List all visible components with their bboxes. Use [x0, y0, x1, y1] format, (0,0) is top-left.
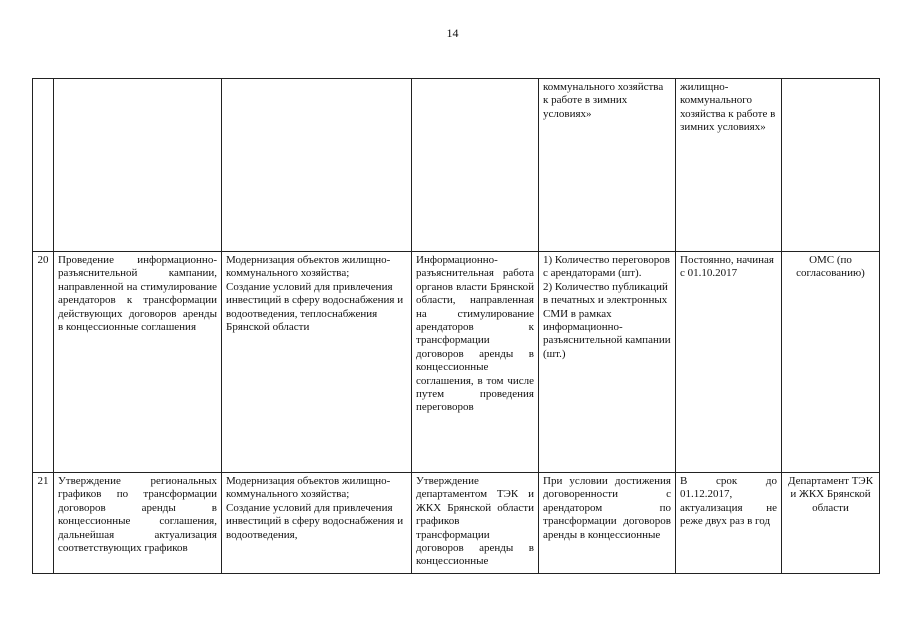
cell-result-cont: коммунального хозяйства к работе в зимних условиях»	[539, 79, 676, 252]
cell-result-20	[539, 252, 676, 473]
cell-num-cont	[33, 79, 54, 252]
cell-measure-21: Утверждение региональных графиков по трансформации договоров аренды в концессионные соглашения, дальнейшая актуализация соответствующих графиков	[54, 473, 222, 574]
page-number: 14	[446, 26, 459, 40]
result-20-line-1: 1) Количество переговоров с арендаторами (шт).	[543, 254, 670, 280]
table-row-21	[33, 473, 880, 574]
cell-result-21: При условии достижения договоренности с арендатором по трансформации договоров аренды в концессионные	[539, 473, 676, 574]
cell-deadline-21: В срок до 01.12.2017, актуализация не реже двух раз в год	[676, 473, 782, 574]
cell-deadline-20: Постоянно, начиная с 01.10.2017	[676, 252, 782, 473]
measures-table	[32, 78, 880, 574]
cell-measure-cont	[54, 79, 222, 252]
cell-goal-20	[222, 252, 412, 473]
cell-responsible-21: Департамент ТЭК и ЖКХ Брянской области	[782, 473, 880, 574]
table-row-20	[33, 252, 880, 473]
table-row-continuation	[33, 79, 880, 252]
cell-deadline-cont: жилищно-коммунального хозяйства к работе в зимних условиях»	[676, 79, 782, 252]
goal-20-line-1: Модернизация объектов жилищно-коммунального хозяйства;	[226, 254, 391, 280]
goal-20-line-2: Создание условий для привлечения инвестиций в сферу водоснабжения и водоотведения, теплоснабжения Брянской области	[226, 280, 404, 334]
row-number-20: 20	[33, 252, 54, 473]
cell-goal-cont	[222, 79, 412, 252]
cell-content-cont	[412, 79, 539, 252]
cell-responsible-cont	[782, 79, 880, 252]
result-20-line-2: 2) Количество публикаций в печатных и электронных СМИ в рамках информационно-разъяснительной кампании (шт.)	[543, 280, 671, 360]
cell-content-21: Утверждение департаментом ТЭК и ЖКХ Брянской области графиков трансформации договоров аренды в концессионные	[412, 473, 539, 574]
goal-21-line-1: Модернизация объектов жилищно-коммунального хозяйства;	[226, 475, 391, 501]
cell-responsible-20: ОМС (по согласованию)	[782, 252, 880, 473]
cell-measure-20: Проведение информационно-разъяснительной кампании, направленной на стимулирование арендаторов к трансформации действующих договоров аренды в концессионные соглашения	[54, 252, 222, 473]
goal-21-line-2: Создание условий для привлечения инвестиций в сферу водоснабжения и водоотведения,	[226, 501, 404, 541]
cell-goal-21	[222, 473, 412, 574]
row-number-21: 21	[33, 473, 54, 574]
cell-content-20: Информационно-разъяснительная работа органов власти Брянской области, направленная на стимулирование арендаторов к трансформации договоров аренды в концессионные соглашения, в том числе путем проведения переговоров	[412, 252, 539, 473]
